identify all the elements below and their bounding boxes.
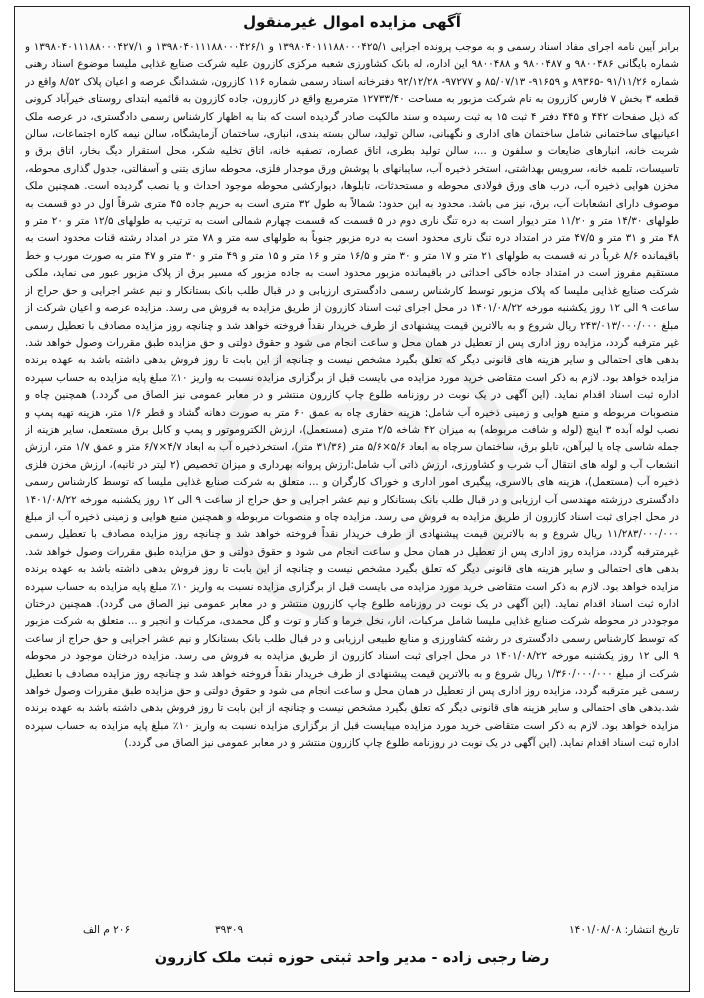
- notice-frame: [14, 6, 690, 992]
- notice-footer: [25, 921, 679, 939]
- notice-code: ۳۹۳۰۹: [215, 924, 244, 936]
- signature: رضا رجبی زاده - مدیر واحد ثبتی حوزه ثبت ملک کازرون: [154, 950, 550, 966]
- notice-number: ۲۰۶ م الف: [83, 924, 131, 936]
- notice-title: آگهی مزایده اموال غیرمنقول: [243, 13, 461, 31]
- notice-body: برابر آیین نامه اجرای مفاد اسناد رسمی و به موجب پرونده اجرایی ۱۳۹۸۰۴۰۱۱۱۸۸۰۰۰۴۲۵/۱ و ۱۳۹۸۰۴۰۱۱۱۸۸۰۰۰۴۲۶/۱ و ۱۳۹۸۰۴۰۱۱۱۸۸۰۰۰۴۲۷/۱ و شماره بایگانی ۹۸۰۰۴۸۶ و ۹۸۰۰۴۸۷ و ۹۸۰۰۴۸۸ این اداره، له بانک کشاورزی شعبه مرکزی کازرون علیه شرکت صنایع غذایی ملیسا موضوع اسناد رهنی شماره ۹۱/۱۱/۲۶ -۸۹۳۶۵ و ۹۱۶۵۹- ۸۵/۰۷/۱۳ و ۹۷۲۷۷- ۹۲/۱۲/۲۸ دفترخانه اسناد رسمی شماره ۱۱۶ کازرون، ششدانگ عرصه و اعیان پلاک ۸/۵۲ واقع در قطعه ۳ بخش ۷ فارس کازرون به نام شرکت مزبور به مساحت ۱۲۷۳۳/۴۰ مترمربع واقع در کازرون، جاده کازرون به قائمیه ابتدای روستای خیرآباد کرونی که ذیل صفحات ۴۴۲ و ۴۴۵ دفتر ۴ ثبت ۱۵ به ثبت رسیده و سند مالکیت صادر گردیده است که بنا به اظهار کارشناس رسمی دادگستری، در عرصه ملک اعیانیهای ساختمانی شامل ساختمان های اداری و نگهبانی، سالن تولید، سالن بسته بندی، انباری، ساختمان آزمایشگاه، سالن نیمه کاره اجتماعات، سالن شربت خانه، انبارهای ضایعات و سلفون و ...، سالن تولید بطری، اتاق عصاره، تصفیه خانه، اتاق تخلیه شکر، محل استقرار دیگ بخار، اتاق برق و تاسیسات، تلمبه خانه، سرویس بهداشتی، استخر ذخیره آب، سایبانهای با پوشش ورق موجدار فلزی، محوطه سازی بتنی و آسفالتی، جدول گذاری محوطه، مخزن هوایی ذخیره آب، درب های ورق فولادی محوطه و مستحدثات، تابلوها، دیوارکشی محوطه موجود احداث و یا نصب گردیده است. همچنین ملک موصوف دارای انشعابات آب، برق، نیز می باشد. محدود به این حدود: شمالاً به طول ۳۲ متری است به حریم جاده ۴۵ متری شرقاً اول در دو قسمت به طولهای ۱۴/۳۰ متر و ۱۱/۲۰ متر دیوار است به دره تنگ ناری دوم در ۵ قسمت که قسمت چهارم شمالی است به ترتیب به طولهای ۱۲/۵ متر و ۲۰ متر و ۴۸ متر و ۳۱ متر و ۴۷/۵ متر در امتداد دره تنگ ناری محدود است به دره مزبور جنوباً به طولهای سه متر و ۷۸ متر در امداد رشته قنات محدود است به باقیمانده ۸/۶ غرباً در نه قسمت به طولهای ۲۱ متر و ۱۷ متر و ۳۰ متر و ۱۶/۵ متر و ۱۶ متر و ۱۵ متر و ۴۹ متر و ۳۰ متر و ۴۷ متر به صورت مورب و خط مستقیم مفروز است در امتداد جاده خاکی احداثی در باقیمانده مزبور محدود است به جاده مزبور که مسیر برق از پلاک مزبور عبور می نماید، ملکی شرکت صنایع غذایی ملیسا که پلاک مزبور توسط کارشناس رسمی دادگستری ارزیابی و در قبال طلب بانک بستانکار و نیم عشر اجرایی و حق حراج از ساعت ۹ الی ۱۲ روز یکشنبه مورخه ۱۴۰۱/۰۸/۲۲ در محل اجرای ثبت اسناد کازرون از طریق مزایده به فروش می رسد. مزایده عرصه و اعیان شرکت از مبلغ ۲۴۳/۰۱۳/۰۰۰/۰۰۰ ریال شروع و به بالاترین قیمت پیشنهادی از طرف خریدار نقداً فروخته خواهد شد و چنانچه روز مزایده مصادف با تعطیل رسمی غیر مترقبه گردد، مزایده روز اداری پس از تعطیل در همان محل و ساعت انجام می شود و حقوق دولتی و حق مزایده طبق مقررات وصول خواهد شد. بدهی های احتمالی و سایر هزینه های قانونی دیگر که تعلق بگیرد مشخص نیست و چنانچه از این بابت تا روز فروش بدهی داشته باشد به عهده برنده مزایده خواهد بود. لازم به ذکر است متقاضی خرید مورد مزایده می بایست قبل از برگزاری مزایده نسبت به واریز ۱۰٪ مبلغ پایه مزایده به حساب سپرده اداره ثبت اسناد اقدام نماید. (این آگهی در یک نوبت در روزنامه طلوع چاپ کازرون منتشر و در معابر عمومی نیز الصاق می گردد.) همچنین چاه و منصوبات مربوطه و منبع هوایی و زمینی ذخیره آب شامل: هزینه حفاری چاه به عمق ۶۰ متر به صورت دهانه گشاد و قطر ۱/۶ متر، هزینه تهیه پمپ و نصب لوله آبده ۳ اینچ (لوله و شافت مربوطه) به میزان ۴۲ شاخه ۲/۵ متری (مستعمل)، ارزش الکتروموتور و پمپ و کابل برق مستعمل، سایر هزینه از جمله شاسی چاه یا لیرآهن، تابلو برق، ساختمان سرچاه به ابعاد ۵/۶×۵/۶ متر (۳۱/۳۶ متر)، استخرذخیره آب به ابعاد ۴/۷×۶/۷ متر و عمق ۱/۷ متر، ارزش انشعاب آب و لوله های انتقال آب شرب و کشاورزی، ارزش ذاتی آب شامل:ارزش پروانه بهرداری و میزان تخصیص (۲ لیتر در ثانیه)، ارزش مخزن فلزی ذخیره آب (مستعمل)، هزینه های بالاسری، پیگیری امور اداری و خوراک کارگران و ... متعلق به شرکت صنایع غذایی ملیسا که توسط کارشناس رسمی دادگستری درزشته مهندسی آب ارزیابی و در قبال طلب بانک بستانکار و نیم عشر اجرایی و حق حراج از ساعت ۹ الی ۱۲ روز یکشنبه مورخه ۱۴۰۱/۰۸/۲۲ در محل اجرای ثبت اسناد کازرون از طریق مزایده به فروش می رسد. مزایده چاه و منصوبات مربوطه و همچنین منبع هوایی و زمینی ذخیره آب از مبلغ ۱۱/۲۸۳/۰۰۰/۰۰۰ ریال شروع و به بالاترین قیمت پیشنهادی از طرف خریدار نقداً فروخته خواهد شد و چنانچه روز مزایده مصادف با تعطیل رسمی غیرمترقبه گردد، مزایده روز اداری پس از تعطیل در همان محل و ساعت انجام می شود و حقوق دولتی و حق مزایده طبق مقررات وصول خواهد شد. بدهی های احتمالی و سایر هزینه های قانونی دیگر که تعلق بگیرد مشخص نیست و چنانچه از این بابت تا روز فروش بدهی داشته باشد به عهده برنده مزایده خواهد بود. لازم به ذکر است متقاضی خرید مورد مزایده می بایست قبل از برگزاری مزایده نسبت به واریز ۱۰٪ مبلغ پایه مزایده به حساب سپرده اداره ثبت اسناد اقدام نماید. (این آگهی در یک نوبت در روزنامه طلوع چاپ کازرون منتشر و در معابر عمومی نیز الصاق می گردد). همچنین درختان موجوددر در محوطه شرکت صنایع غذایی ملیسا شامل مرکبات، انار، نخل خرما و کنار و توت و گل محمدی، مرکبات و انجیر و ... متعلق به شرکت مزبور که توسط کارشناس رسمی دادگستری در رشته کشاورزی و منابع طبیعی ارزیابی و در قبال طلب بانک بستانکار و نیم عشر اجرایی و حق حراج از ساعت ۹ الی ۱۲ روز یکشنبه مورخه ۱۴۰۱/۰۸/۲۲ در محل اجرای ثبت اسناد کازرون از طریق مزایده به فروش می رسد. مزایده درختان موجود در محوطه شرکت از مبلغ ۱/۳۶۰/۰۰۰/۰۰۰ ریال شروع و به بالاترین قیمت پیشنهادی از طرف خریدار نقداً فروخته خواهد شد و چنانچه روز مزایده مصادف با تعطیل رسمی غیر مترقبه گردد، مزایده روز اداری پس از تعطیل در همان محل و ساعت انجام می شود و حقوق دولتی و حق مزایده طبق مقررات وصول خواهد شد.بدهی های احتمالی و سایر هزینه های قانونی دیگر که تعلق بگیرد مشخص نیست و چنانچه از این بابت تا روز فروش بدهی داشته باشد به عهده برنده مزایده خواهد بود. لازم به ذکر است متقاضی خرید مورد مزایده میبایست قبل از برگزاری مزایده نسبت به واریز ۱۰٪ مبلغ پایه مزایده به حساب سپرده اداره ثبت اسناد اقدام نماید. (این آگهی در یک نوبت در روزنامه طلوع چاپ کازرون منتشر و در معابر عمومی نیز الصاق می گردد.): [25, 41, 679, 750]
- publish-date: تاریخ انتشار: ۱۴۰۱/۰۸/۰۸: [569, 924, 679, 936]
